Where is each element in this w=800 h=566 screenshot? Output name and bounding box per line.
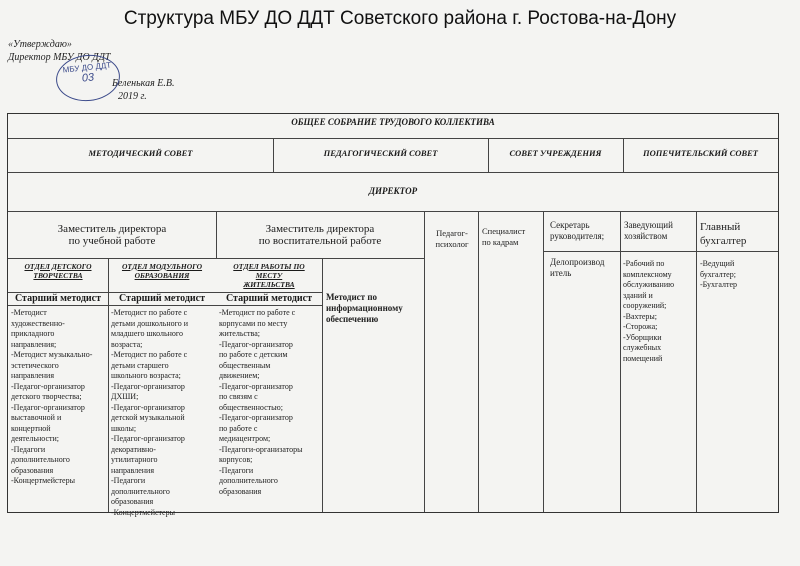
structure-table [7, 113, 779, 517]
page-title: Структура МБУ ДО ДДТ Советского района г. Ростова-на-Дону [123, 8, 677, 29]
deputy-edu-line: Заместитель директора [265, 223, 375, 235]
list-item: -Педагоги [111, 476, 146, 485]
list-item: прикладного [11, 329, 55, 338]
list-item: -Методист музыкально- [11, 350, 93, 359]
psychologist [428, 228, 476, 249]
list-item: школьного возраста; [111, 371, 181, 380]
list-item: -Рабочий по [623, 259, 665, 268]
deputy-study [8, 223, 216, 247]
list-item: -Педагог-организатор [219, 381, 293, 391]
dept-creativity [8, 262, 108, 280]
clerk-line: Делопроизвод [550, 257, 605, 267]
list-item: направления; [11, 339, 57, 349]
council-institution: СОВЕТ УЧРЕЖДЕНИЯ [509, 148, 602, 158]
info-line: обеспечению [326, 314, 379, 324]
dept-line: МЕСТУ [255, 271, 283, 280]
list-item: -Педагог-организатор [219, 339, 293, 349]
accountant-line: бухгалтер [700, 235, 747, 247]
list-item: декоративно- [111, 444, 156, 454]
list-item: -Концертмейстеры [111, 507, 175, 517]
senior-methodist-1: Старший методист [14, 293, 102, 304]
accountant-line: Главный [700, 221, 741, 233]
list-item: детьми старшего [111, 360, 169, 370]
secretary [550, 220, 620, 242]
list-item: корпусами по месту [219, 318, 288, 328]
approval-date: 2019 г. [118, 91, 147, 102]
deputy-edu [216, 223, 424, 247]
list-household [623, 259, 695, 364]
list-item: -Уборщики [623, 332, 662, 342]
director: ДИРЕКТОР [368, 186, 418, 196]
list-item: движением; [219, 371, 260, 380]
council-trustees: ПОПЕЧИТЕЛЬСКИЙ СОВЕТ [642, 148, 759, 158]
head-of-household [624, 220, 694, 242]
council-pedagogical: ПЕДАГОГИЧЕСКИЙ СОВЕТ [323, 148, 438, 158]
dept-line: ОТДЕЛ РАБОТЫ ПО [233, 262, 305, 271]
hr-specialist [482, 226, 540, 247]
dept-line: ОБРАЗОВАНИЯ [134, 271, 190, 280]
list-item: школы; [111, 423, 137, 433]
list-item: по работе с [219, 423, 258, 433]
info-line: информационному [326, 303, 403, 313]
list-item: детской музыкальной [111, 413, 185, 422]
dept-residence [216, 262, 322, 289]
list-item: образования [219, 486, 262, 496]
senior-methodist-3: Старший методист [225, 293, 313, 304]
list-item: направления [11, 371, 55, 380]
deputy-study-line: по учебной работе [68, 235, 156, 247]
list-item: по работе с детским [219, 350, 288, 359]
list-item: жительства; [219, 329, 260, 338]
hr-line: Специалист [482, 226, 526, 236]
list-item: -Сторожа; [623, 322, 658, 331]
list-item: медиацентром; [219, 434, 271, 443]
list-item: -Концертмейстеры [11, 476, 75, 485]
list-item: детьми дошкольного и [111, 318, 188, 328]
list-item: утилитарного [111, 455, 158, 464]
list-accounting [700, 259, 776, 291]
list-item: образования [11, 465, 54, 475]
list-item: -Педагог-организатор [111, 381, 185, 391]
stamp-number: 03 [81, 71, 95, 85]
list-item: детского творчества; [11, 392, 82, 401]
secretary-line: Секретарь [550, 220, 590, 230]
hr-line: по кадрам [482, 236, 519, 247]
approval-line: «Утверждаю» [8, 39, 72, 50]
list-item: -Бухгалтер [700, 280, 737, 289]
list-item: бухгалтер; [700, 269, 736, 279]
list-item: помещений [623, 353, 663, 363]
list-item: общественностью; [219, 402, 283, 412]
list-item: -Педагог-организатор [11, 402, 85, 412]
list-item: художественно- [11, 318, 65, 328]
list-modular [111, 308, 215, 518]
senior-methodist-2: Старший методист [118, 293, 206, 304]
clerk [550, 257, 620, 279]
clerk-line: итель [550, 268, 572, 278]
general-meeting: ОБЩЕЕ СОБРАНИЕ ТРУДОВОГО КОЛЛЕКТИВА [291, 117, 495, 127]
head-line: хозяйством [624, 231, 668, 241]
list-item: -Методист по работе с [111, 308, 188, 317]
list-item: -Педагоги [219, 465, 254, 475]
dept-line: ОТДЕЛ ДЕТСКОГО [24, 262, 92, 271]
list-item: -Вахтеры; [623, 311, 657, 321]
list-item: -Педагог-организатор [111, 434, 185, 443]
info-methodist [326, 292, 422, 325]
list-item: -Педагог-организатор [219, 413, 293, 422]
deputy-study-line: Заместитель директора [57, 223, 167, 235]
council-methodical: МЕТОДИЧЕСКИЙ СОВЕТ [88, 148, 193, 158]
list-item: -Методист по работе с [111, 350, 188, 359]
list-item: концертной [11, 423, 51, 433]
list-item: общественным [219, 360, 271, 370]
head-line: Заведующий [624, 220, 673, 230]
list-item: -Методист по работе с [219, 308, 296, 317]
list-item: возраста; [111, 339, 143, 349]
list-item: -Педагоги [11, 444, 46, 454]
list-item: деятельности; [11, 434, 60, 443]
list-item: дополнительного [219, 476, 278, 485]
list-residence [219, 308, 321, 497]
list-item: сооружений; [623, 301, 667, 310]
list-item: дополнительного [11, 455, 70, 464]
list-item: по связям с [219, 392, 258, 401]
list-item: младшего школьного [111, 329, 184, 338]
stamp-label: МБУ ДО ДДТ [62, 60, 112, 75]
list-item: -Педагоги-организаторы [219, 444, 303, 454]
secretary-line: руководителя; [550, 231, 605, 241]
chief-accountant [700, 220, 776, 248]
list-item: обслуживанию [623, 280, 675, 289]
list-item: зданий и [623, 290, 653, 300]
list-item: комплексному [623, 269, 672, 279]
list-item: ДХШИ; [111, 392, 139, 401]
list-item: дополнительного [111, 486, 170, 496]
dept-line: ТВОРЧЕСТВА [33, 271, 83, 280]
approval-line: Директор МБУ ДО ДДТ [8, 52, 111, 63]
list-item: -Педагог-организатор [111, 402, 185, 412]
dept-line: ЖИТЕЛЬСТВА [243, 280, 295, 289]
list-item: служебных [623, 343, 662, 352]
dept-modular [108, 262, 216, 280]
deputy-edu-line: по воспитательной работе [258, 235, 382, 247]
psychologist-line: психолог [435, 238, 469, 249]
list-creativity [11, 308, 107, 487]
dept-line: ОТДЕЛ МОДУЛЬНОГО [121, 262, 203, 271]
list-item: -Методист [11, 308, 47, 317]
list-item: -Педагог-организатор [11, 381, 85, 391]
approval-signature: Беленькая Е.В. [112, 78, 175, 89]
list-item: корпусов; [219, 455, 253, 464]
list-item: выставочной и [11, 413, 62, 422]
list-item: образования [111, 497, 154, 506]
info-line: Методист по [326, 292, 378, 302]
list-item: эстетического [11, 360, 59, 370]
psychologist-line: Педагог- [436, 228, 468, 238]
list-item: направления [111, 465, 155, 475]
list-item: -Ведущий [700, 259, 735, 268]
